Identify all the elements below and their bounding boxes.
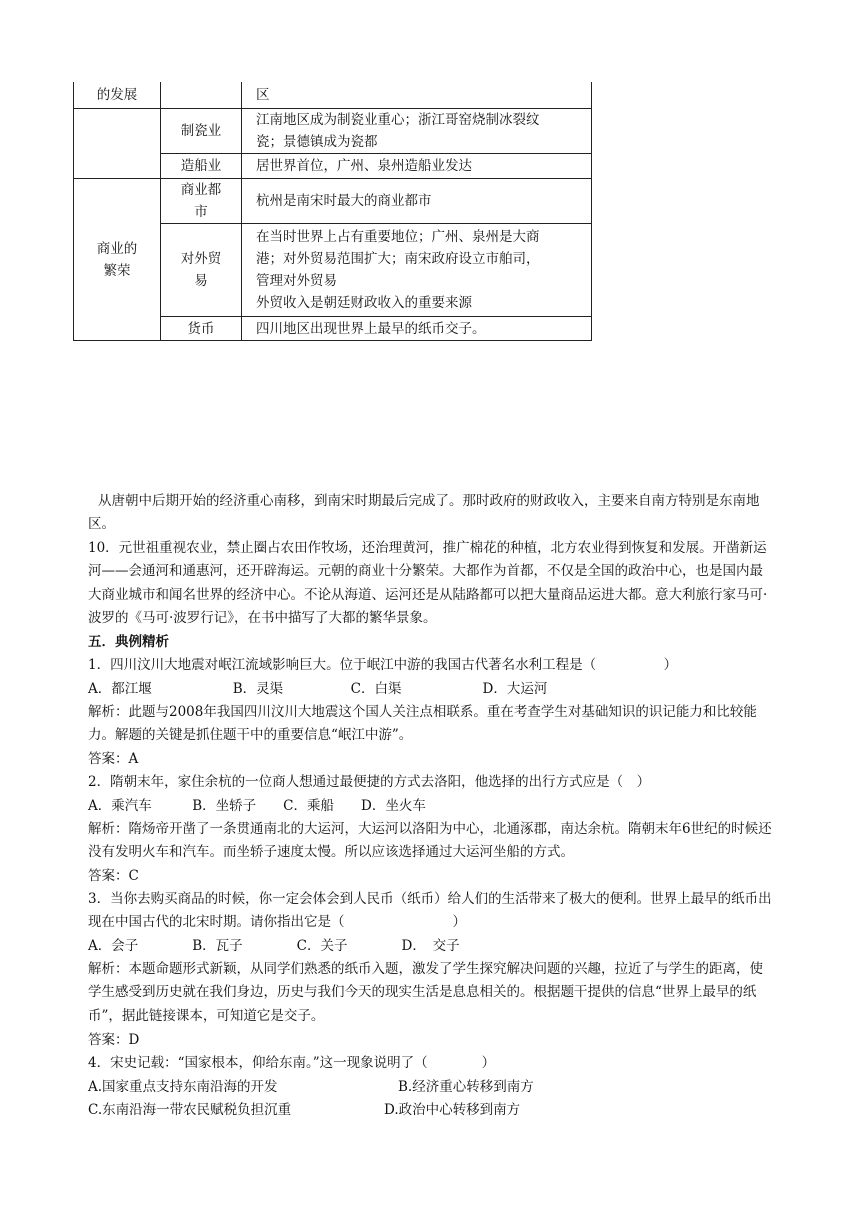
table-cell-desc: [242, 179, 592, 224]
table-row: [74, 109, 592, 154]
cell-text: 货币: [187, 320, 215, 337]
question-4-option-b: B.经济重心转移到南方: [398, 1079, 534, 1095]
cell-text: 区: [256, 87, 270, 103]
cell-line: 在当时世界上占有重要地位；广州、泉州是大商: [256, 229, 540, 245]
table-cell-sub: [161, 179, 242, 224]
table-cell-category: [74, 109, 161, 179]
table-cell-desc: [242, 109, 592, 154]
cell-text: 商业的 繁荣: [96, 240, 138, 279]
question-2-options: A．乘汽车 B．坐轿子 C．乘船 D．坐火车: [88, 798, 426, 814]
table-cell-desc: [242, 154, 592, 179]
question-3: 3．当你去购买商品的时候，你一定会体会到人民币（纸币）给人们的生活带来了极大的便利。世界上最早的纸币出现在中国古代的北宋时期。请你指出它是（ ）: [88, 891, 772, 931]
table-cell-category: [74, 82, 161, 109]
table-row: [74, 179, 592, 224]
section-heading: 五．典例精析: [88, 634, 169, 650]
question-1-analysis: 解析：此题与2008年我国四川汶川大地震这个国人关注点相联系。重在考查学生对基础知识的识记能力和比较能力。解题的关键是抓住题干中的重要信息“岷江中游”。: [88, 704, 757, 744]
question-3-answer: 答案：D: [88, 1032, 140, 1048]
question-4-option-a: A.国家重点支持东南沿海的开发: [88, 1079, 278, 1095]
table-cell-category: [74, 179, 161, 341]
paragraph-economic-shift: 从唐朝中后期开始的经济重心南移，到南宋时期最后完成了。那时政府的财政收入，主要来自南方特别是东南地区。: [88, 493, 760, 533]
cell-text: 商业都 市: [180, 182, 222, 220]
question-2: 2．隋朝末年，家住余杭的一位商人想通过最便捷的方式去洛阳，他选择的出行方式应是（ ）: [88, 774, 651, 790]
table-cell-sub: [161, 224, 242, 317]
cell-line: 江南地区成为制瓷业重心；浙江哥窑烧制冰裂纹: [256, 112, 540, 128]
cell-text: 制瓷业: [180, 123, 222, 139]
table-row: [74, 82, 592, 109]
cell-text: 造船业: [180, 158, 222, 174]
question-4: 4．宋史记载：“国家根本，仰给东南。”这一现象说明了（ ）: [88, 1055, 496, 1071]
table-cell-sub: [161, 317, 242, 341]
cell-line: 瓷；景德镇成为瓷都: [256, 134, 378, 150]
cell-line: 管理对外贸易: [256, 273, 337, 289]
table-cell-sub: [161, 82, 242, 109]
paragraph-yuan-economy: 10．元世祖重视农业，禁止圈占农田作牧场，还治理黄河，推广棉花的种植，北方农业得到恢复和发展。开凿新运河——会通河和通惠河，还开辟海运。元朝的商业十分繁荣。大都作为首都，不仅是全国的政治中心，也是国内最大商业城市和闻名世界的经济中心。不论从海道、运河还是从陆路都可以把大量商品运进大都。意大利旅行家马可·波罗的《马可·波罗行记》，在书中描写了大都的繁华景象。: [88, 540, 768, 627]
question-1-answer: 答案：A: [88, 751, 139, 767]
question-2-analysis: 解析：隋炀帝开凿了一条贯通南北的大运河，大运河以洛阳为中心，北通涿郡，南达余杭。隋朝末年6世纪的时候还没有发明火车和汽车。而坐轿子速度太慢。所以应该选择通过大运河坐船的方式。: [88, 821, 772, 861]
table-cell-sub: [161, 109, 242, 154]
question-4-option-c: C.东南沿海一带农民赋税负担沉重: [88, 1102, 292, 1118]
cell-text: 对外贸 易: [180, 251, 222, 289]
cell-text: 四川地区出现世界上最早的纸币交子。: [256, 320, 486, 337]
question-1: 1．四川汶川大地震对岷江流域影响巨大。位于岷江中游的我国古代著名水利工程是（ ）: [88, 657, 678, 673]
table-cell-sub: [161, 154, 242, 179]
cell-line: 港；对外贸易范围扩大；南宋政府设立市舶司，: [256, 251, 540, 267]
cell-text: 的发展: [96, 87, 138, 103]
table-cell-desc: [242, 224, 592, 317]
table-cell-desc: [242, 82, 592, 109]
question-2-answer: 答案：C: [88, 868, 139, 884]
question-3-options: A．会子 B．瓦子 C．关子 D． 交子: [88, 938, 460, 954]
cell-text: 杭州是南宋时最大的商业都市: [256, 193, 432, 209]
cell-text: 居世界首位，广州、泉州造船业发达: [256, 158, 472, 174]
economy-table: [73, 82, 592, 341]
question-4-option-d: D.政治中心转移到南方: [384, 1102, 521, 1118]
table-cell-desc: [242, 317, 592, 341]
cell-line: 外贸收入是朝廷财政收入的重要来源: [256, 295, 472, 311]
question-3-analysis: 解析：本题命题形式新颖，从同学们熟悉的纸币入题，激发了学生探究解决问题的兴趣，拉近了与学生的距离，使学生感受到历史就在我们身边，历史与我们今天的现实生活是息息相关的。根据题干提供的信息“世界上最早的纸币”，据此链接课本，可知道它是交子。: [88, 961, 763, 1024]
question-1-options: A．都江堰 B．灵渠 C．白渠 D．大运河: [88, 681, 548, 697]
